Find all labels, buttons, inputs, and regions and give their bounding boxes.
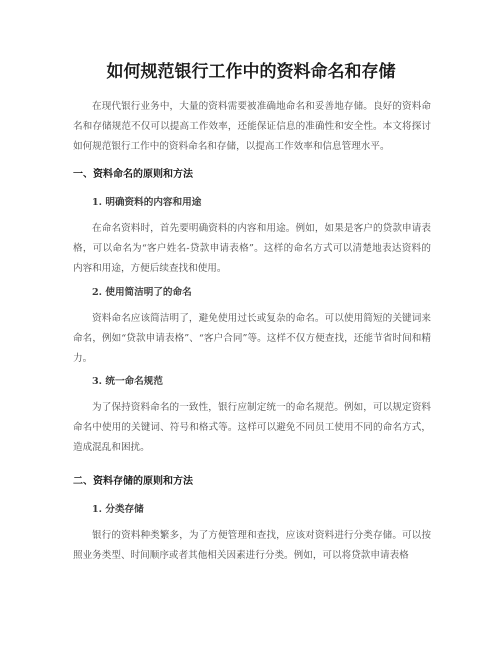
subsection-heading-unified-rules: 3. 统一命名规范 [92, 376, 163, 387]
subsection-heading-categorized-storage: 1. 分类存储 [92, 504, 144, 515]
subsection-heading-content-purpose: 1. 明确资料的内容和用途 [92, 197, 202, 208]
subsection-paragraph-concise-naming: 资料命名应该简洁明了，避免使用过长或复杂的命名。可以使用简短的关键词来命名，例如“贷款申请表格”、“客户合同”等。这样不仅方便查找，还能节省时间和精力。 [73, 313, 431, 364]
subsection-paragraph-categorized-storage: 银行的资料种类繁多，为了方便管理和查找，应该对资料进行分类存储。可以按照业务类型、时间顺序或者其他相关因素进行分类。例如，可以将贷款申请表格 [73, 530, 431, 561]
intro-paragraph: 在现代银行业务中，大量的资料需要被准确地命名和妥善地存储。良好的资料命名和存储规范不仅可以提高工作效率，还能保证信息的准确性和安全性。本文将探讨如何规范银行工作中的资料命名和存储，以提高工作效率和信息管理水平。 [73, 101, 431, 152]
section-heading-storage: 二、资料存储的原则和方法 [73, 476, 193, 487]
subsection-paragraph-unified-rules: 为了保持资料命名的一致性，银行应制定统一的命名规范。例如，可以规定资料命名中使用的关键词、符号和格式等。这样可以避免不同员工使用不同的命名方式，造成混乱和困扰。 [73, 402, 431, 453]
document-title: 如何规范银行工作中的资料命名和存储 [106, 62, 396, 82]
subsection-heading-concise-naming: 2. 使用简洁明了的命名 [92, 287, 192, 298]
subsection-paragraph-content-purpose: 在命名资料时，首先要明确资料的内容和用途。例如，如果是客户的贷款申请表格，可以命名为“客户姓名-贷款申请表格”。这样的命名方式可以清楚地表达资料的内容和用途，方便后续查找和使用。 [73, 223, 431, 274]
section-heading-naming: 一、资料命名的原则和方法 [73, 169, 193, 180]
